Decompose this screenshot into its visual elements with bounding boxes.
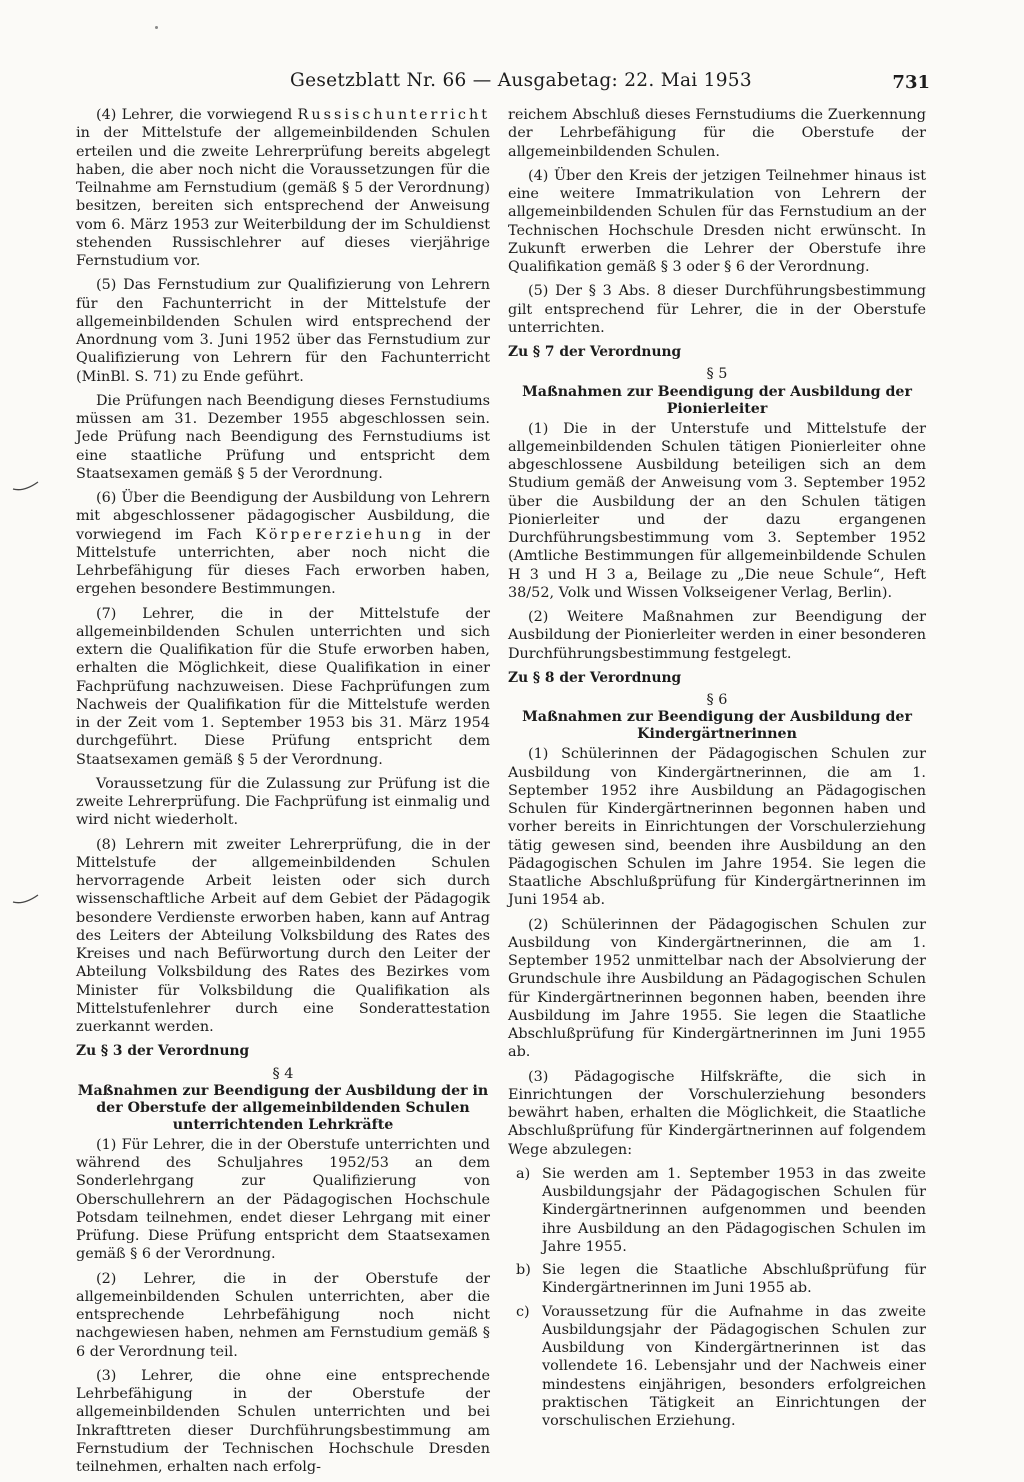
list-item-label: b): [516, 1262, 531, 1278]
list-item: [508, 1303, 926, 1431]
paragraph-3-7: (7) Lehrer, die in der Mittelstufe der allgemeinbildenden Schulen unterrichten und sich extern die Qualifikation für die Stufe erworben haben, erhalten die Möglichkeit, diese Qualifikation in einer Fachprüfung nachzuweisen. Diese Fachprüfungen zum Nachweis der Qualifikation für die Mittelstufe werden in der Zeit vom 1. September 1953 bis 31. März 1954 durchgeführt. Diese Prüfung entspricht dem Staatsexamen gemäß § 5 der Verordnung.: [76, 605, 490, 768]
list-item-label: c): [516, 1303, 530, 1320]
left-column: [76, 106, 490, 1482]
section-5-title: Maßnahmen zur Beendigung der Ausbildung der Pionierleiter: [522, 383, 912, 417]
scan-speck: [155, 26, 158, 29]
page-header: [290, 70, 930, 100]
paragraph-4-5: (5) Der § 3 Abs. 8 dieser Durchführungsbestimmung gilt entsprechend für Lehrer, die in der Oberstufe unterrichten.: [508, 283, 926, 336]
page-number: 731: [892, 72, 930, 93]
paragraph-3-4: (4) Lehrer, die vorwiegend Russischunterricht in der Mittelstufe der allgemeinbildenden Schulen erteilen und die zweite Lehrerprüfung bereits abgelegt haben, die aber noch nicht die Voraussetzungen für die Teilnahme am Fernstudium (gemäß § 5 der Verordnung) besitzen, bereiten sich entsprechend der Anweisung vom 6. März 1953 zur Weiterbildung der im Schuldienst stehenden Russischlehrer auf dieses vierjährige Fernstudium vor.: [76, 107, 490, 269]
paragraph-3-5-exams: Die Prüfungen nach Beendigung dieses Fernstudiums müssen am 31. Dezember 1955 abgeschlossen sein. Jede Prüfung nach Beendigung des Fernstudiums ist eine staatliche Prüfung und entspricht dem Staatsexamen gemäß § 5 der Verordnung.: [76, 392, 490, 482]
list-item: [508, 1261, 926, 1298]
paragraph-4-2: (2) Lehrer, die in der Oberstufe der allgemeinbildenden Schulen unterrichten, aber die entsprechende Lehrbefähigung noch nicht nachgewiesen haben, nehmen am Fernstudium gemäß § 6 der Verordnung teil.: [76, 1270, 490, 1360]
paragraph-5-1: (1) Die in der Unterstufe und Mittelstufe der allgemeinbildenden Schulen tätigen Pionierleiter ohne abgeschlossene Ausbildung beteiligen sich an dem Studium gemäß der Anweisung vom 3. September 1952 über die Ausbildung der an den Schulen tätigen Pionierleiter und der dazu ergangenen Durchführungsbestimmung vom 3. September 1952 (Amtliche Bestimmungen für allgemeinbildende Schulen H 3 und H 3 a, Beilage zu „Die neue Schule“, Heft 38/52, Volk und Wissen Volkseigener Verlag, Berlin).: [508, 420, 926, 601]
paragraph-3-8: (8) Lehrern mit zweiter Lehrerprüfung, die in der Mittelstufe der allgemeinbildenden Schulen hervorragende Arbeit leisten oder sich durch wissenschaftliche Arbeit auf dem Gebiet der Pädagogik besondere Verdienste erworben haben, kann auf Antrag des Leiters der Abteilung Volksbildung des Rates des Kreises und nach Befürwortung durch den Leiter der Abteilung Volksbildung des Rates des Bezirkes vom Minister für Volksbildung die Qualifikation als Mittelstufenlehrer durch eine Sonderattestation zuerkannt werden.: [76, 836, 490, 1035]
section-5-number: § 5: [706, 366, 728, 383]
margin-pencil-mark: [12, 480, 40, 494]
section-6-title: Maßnahmen zur Beendigung der Ausbildung der Kindergärtnerinnen: [522, 709, 912, 743]
header-title: Gesetzblatt Nr. 66 — Ausgabetag: 22. Mai 1953: [290, 70, 752, 91]
paragraph-4-3: (3) Lehrer, die ohne eine entsprechende Lehrbefähigung in der Oberstufe der allgemeinbildenden Schulen unterrichten und bei Inkrafttreten dieser Durchführungsbestimmung am Fernstudium der Technischen Hochschule Dresden teilnehmen, erhalten nach erfolg-: [76, 1367, 490, 1475]
right-column: [508, 106, 926, 1435]
paragraph-4-1: (1) Für Lehrer, die in der Oberstufe unterrichten und während des Schuljahres 1952/53 an dem Sonderlehrgang zur Qualifizierung von Oberschullehrern an der Pädagogischen Hochschule Potsdam teilnehmen, endet dieser Lehrgang mit einer Prüfung. Diese Prüfung entspricht dem Staatsexamen gemäß § 6 der Verordnung.: [76, 1136, 490, 1263]
zu-section-3-label: Zu § 3 der Verordnung: [76, 1043, 250, 1060]
paragraph-3-5: (5) Das Fernstudium zur Qualifizierung von Lehrern für den Fachunterricht in der Mittelstufe der allgemeinbildenden Schulen wird entsprechend der Anordnung vom 3. Juni 1952 über das Fernstudium zur Qualifizierung von Lehrern für den Fachunterricht (MinBl. S. 71) zu Ende geführt.: [76, 277, 490, 385]
paragraph-4-3-continued: reichem Abschluß dieses Fernstudiums die Zuerkennung der Lehrbefähigung für die Oberstufe der allgemeinbildenden Schulen.: [508, 107, 926, 160]
paragraph-6-1: (1) Schülerinnen der Pädagogischen Schulen zur Ausbildung von Kindergärtnerinnen, die am 1. September 1952 ihre Ausbildung an Pädagogischen Schulen für Kindergärtnerinnen begonnen haben und vorher bereits in Einrichtungen der Vorschulerziehung tätig gewesen sind, beenden ihre Ausbildung an den Pädagogischen Schulen im Jahre 1954. Sie legen die Staatliche Abschlußprüfung für Kindergärtnerinnen im Juni 1954 ab.: [508, 746, 926, 909]
list-item-label: a): [516, 1165, 531, 1182]
list-item: [508, 1165, 926, 1256]
list-item-text: Sie werden am 1. September 1953 in das zweite Ausbildungsjahr der Pädagogischen Schulen für Kindergärtnerinnen aufgenommen und beenden ihre Ausbildung an den Pädagogischen Schulen im Jahre 1955.: [542, 1165, 926, 1255]
paragraph-3-6: (6) Über die Beendigung der Ausbildung von Lehrern mit abgeschlossener pädagogischer Ausbildung, die vorwiegend im Fach Körpererziehung in der Mittelstufe unterrichten, aber noch nicht die Lehrbefähigung für dieses Fach erworben haben, ergehen besondere Bestimmungen.: [76, 490, 490, 598]
zu-section-7-label: Zu § 7 der Verordnung: [508, 344, 682, 360]
section-4-title: Maßnahmen zur Beendigung der Ausbildung der in der Oberstufe der allgemeinbildenden Schulen unterrichtenden Lehrkräfte: [77, 1082, 489, 1133]
paragraph-6-2: (2) Schülerinnen der Pädagogischen Schulen zur Ausbildung von Kindergärtnerinnen, die am 1. September 1952 unmittelbar nach der Absolvierung der Grundschule ihre Ausbildung an Pädagogischen Schulen für Kindergärtnerinnen begonnen haben, beenden ihre Ausbildung im Jahre 1955. Sie legen die Staatliche Abschlußprüfung für Kindergärtnerinnen im Juni 1955 ab.: [508, 916, 926, 1061]
paragraph-3-7-requirement: Voraussetzung für die Zulassung zur Prüfung ist die zweite Lehrerprüfung. Die Fachprüfung ist einmalig und wird nicht wiederholt.: [76, 775, 490, 829]
list-item-text: Voraussetzung für die Aufnahme in das zweite Ausbildungsjahr der Pädagogischen Schulen zur Ausbildung von Kindergärtnerinnen ist das vollendete 16. Lebensjahr und der Nachweis einer mindestens einjährigen, besonders erfolgreichen praktischen Tätigkeit an Einrichtungen der vorschulischen Erziehung.: [542, 1303, 926, 1429]
paragraph-4-4: (4) Über den Kreis der jetzigen Teilnehmer hinaus ist eine weitere Immatrikulation von Lehrern der allgemeinbildenden Schulen für das Fernstudium an der Technischen Hochschule Dresden nicht erwünscht. In Zukunft erwerben die Lehrer der Oberstufe ihre Qualifikation gemäß § 3 oder § 6 der Verordnung.: [508, 167, 926, 275]
zu-section-8-label: Zu § 8 der Verordnung: [508, 669, 682, 686]
section-4-number: § 4: [272, 1065, 294, 1082]
paragraph-5-2: (2) Weitere Maßnahmen zur Beendigung der Ausbildung der Pionierleiter werden in einer besonderen Durchführungsbestimmung festgelegt.: [508, 609, 926, 662]
list-item-text: Sie legen die Staatliche Abschlußprüfung für Kindergärtnerinnen im Juni 1955 ab.: [542, 1262, 926, 1297]
margin-pencil-mark: [12, 893, 40, 907]
section-6-number: § 6: [706, 692, 728, 708]
paragraph-6-3: (3) Pädagogische Hilfskräfte, die sich in Einrichtungen der Vorschulerziehung besonders bewährt haben, erhalten die Möglichkeit, die Staatliche Abschlußprüfung für Kindergärtnerinnen auf folgendem Wege abzulegen:: [508, 1068, 926, 1158]
